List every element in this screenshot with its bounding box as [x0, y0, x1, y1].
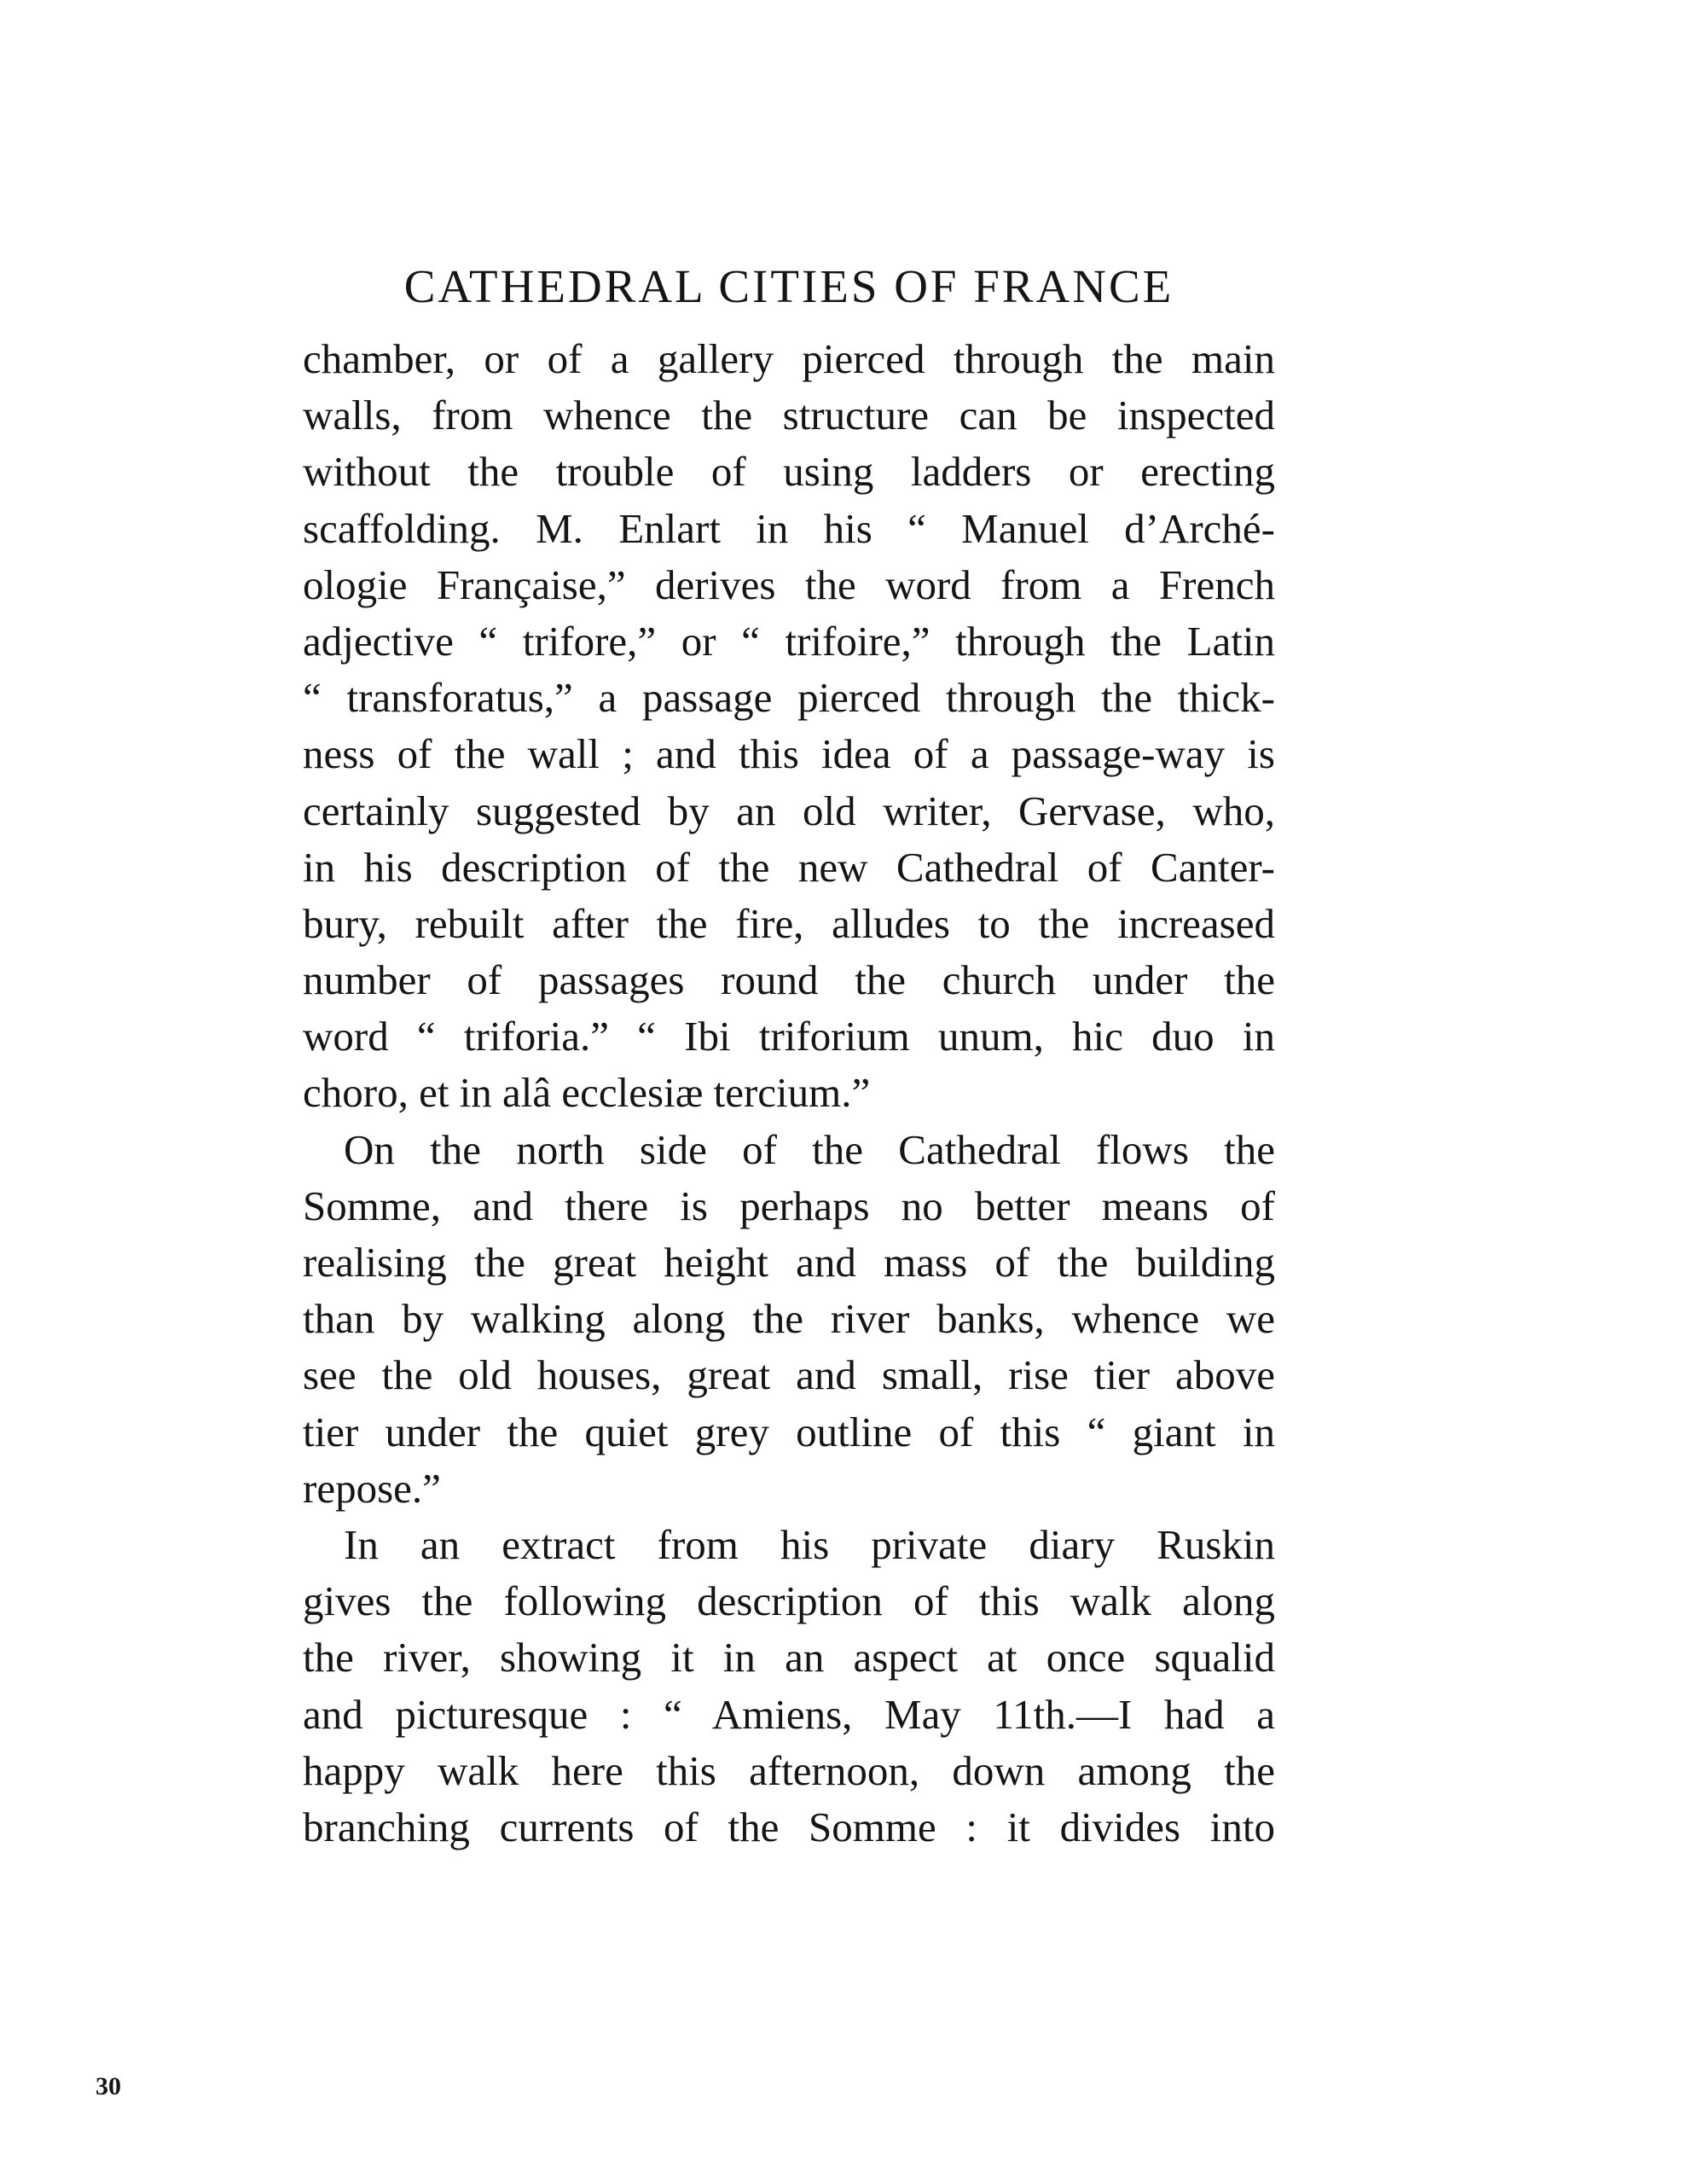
text-line: scaffolding. M. Enlart in his “ Manuel d’Arché-: [303, 504, 1275, 552]
text-line: On the north side of the Cathedral flows the: [344, 1125, 1275, 1173]
text-line: In an extract from his private diary Ruskin: [344, 1520, 1275, 1568]
text-line: ness of the wall ; and this idea of a passage-way is: [303, 730, 1275, 778]
text-line: choro, et in alâ ecclesiæ tercium.”: [303, 1069, 871, 1117]
text-line: “ transforatus,” a passage pierced through the thick-: [303, 674, 1275, 722]
text-line: in his description of the new Cathedral of Canter-: [303, 843, 1275, 891]
text-line: certainly suggested by an old writer, Gervase, who,: [303, 787, 1275, 834]
text-line: the river, showing it in an aspect at once squalid: [303, 1634, 1275, 1682]
text-line: repose.”: [303, 1464, 441, 1512]
body-text: [303, 331, 1275, 1856]
text-line: word “ triforia.” “ Ibi triforium unum, hic duo in: [303, 1013, 1275, 1060]
text-line: without the trouble of using ladders or erecting: [303, 448, 1275, 496]
text-line: tier under the quiet grey outline of this “ giant in: [303, 1408, 1275, 1455]
running-head: CATHEDRAL CITIES OF FRANCE: [403, 260, 1174, 312]
text-line: adjective “ trifore,” or “ trifoire,” through the Latin: [303, 617, 1275, 665]
text-line: than by walking along the river banks, whence we: [303, 1295, 1275, 1343]
text-line: walls, from whence the structure can be inspected: [303, 392, 1275, 439]
text-line: ologie Française,” derives the word from a French: [303, 561, 1275, 608]
text-line: bury, rebuilt after the fire, alludes to the increased: [303, 899, 1275, 947]
text-line: see the old houses, great and small, rise tier above: [303, 1351, 1275, 1399]
text-line: realising the great height and mass of the building: [303, 1239, 1275, 1286]
text-line: gives the following description of this walk along: [303, 1577, 1275, 1625]
text-line: chamber, or of a gallery pierced through the main: [303, 335, 1275, 382]
text-line: happy walk here this afternoon, down among the: [303, 1746, 1275, 1794]
text-line: and picturesque : “ Amiens, May 11th.—I had a: [303, 1690, 1275, 1738]
text-line: Somme, and there is perhaps no better means of: [303, 1182, 1275, 1229]
text-line: number of passages round the church under the: [303, 956, 1275, 1004]
page-number: 30: [96, 2072, 121, 2100]
text-line: branching currents of the Somme : it divides into: [303, 1803, 1275, 1850]
